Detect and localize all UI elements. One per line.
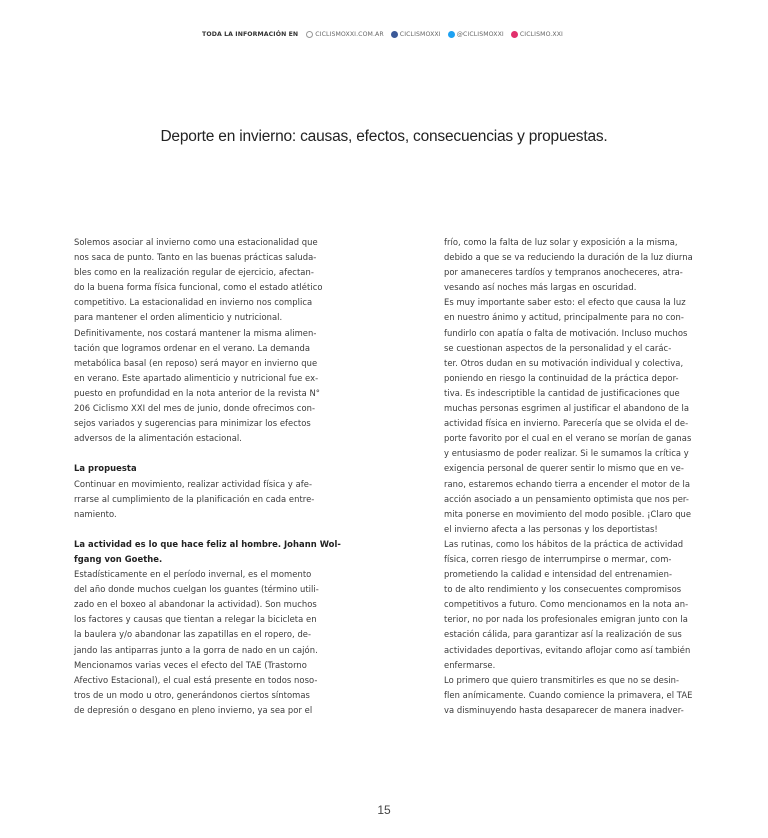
article-text-line: debido a que se va reduciendo la duración de la luz diurna <box>444 252 693 263</box>
facebook-icon <box>391 31 398 38</box>
article-text-line: to de alto rendimiento y los consecuentes compromisos <box>444 584 682 595</box>
article-text-line: para mantener el orden alimenticio y nutricional. <box>74 312 283 323</box>
article-right-column <box>444 235 726 718</box>
article-text-line: actividades deportivas, evitando aflojar como así también <box>444 644 691 655</box>
article-text-line: Mencionamos varias veces el efecto del TAE (Trastorno <box>74 659 307 670</box>
article-title: Deporte en invierno: causas, efectos, consecuencias y propuestas. <box>160 128 608 145</box>
article-text-line: se cuestionan aspectos de la personalidad y el carác- <box>444 342 672 353</box>
article-text-line: los factores y causas que tientan a relegar la bicicleta en <box>74 614 317 625</box>
article-text-line: física, corren riesgo de interrumpirse o mermar, com- <box>444 553 672 564</box>
article-text-line: rrarse al cumplimiento de la planificación en cada entre- <box>74 493 315 504</box>
article-text-line: en nuestro ánimo y actitud, principalmente para no con- <box>444 312 684 323</box>
article-text-line: adversos de la alimentación estacional. <box>74 433 242 444</box>
facebook-label: CICLISMOXXI <box>399 30 441 38</box>
article-text-line: vesando así noches más largas en oscuridad. <box>444 282 637 293</box>
article-text-line: en verano. Este apartado alimenticio y nutricional fue ex- <box>74 372 319 383</box>
article-text-line: por amaneceres tardíos y tempranos anocheceres, atra- <box>444 267 683 278</box>
paragraph-gap <box>74 522 356 537</box>
article-text-line: competitivos a futuro. Como mencionamos en la nota an- <box>444 599 689 610</box>
article-text-line: fundirlo con apatía o falta de motivación. Incluso muchos <box>444 327 688 338</box>
twitter-label: @CICLISMOXXI <box>456 30 504 38</box>
instagram-link[interactable] <box>511 31 563 38</box>
article-text-line: puesto en profundidad en la nota anterior de la revista N° <box>74 387 321 398</box>
article-text-line: Las rutinas, como los hábitos de la práctica de actividad <box>444 538 684 549</box>
twitter-link[interactable] <box>448 31 504 38</box>
article-text-line: exigencia personal de querer sentir lo mismo que en ve- <box>444 463 684 474</box>
article-text-line: tación que logramos ordenar en el verano. La demanda <box>74 342 311 353</box>
paragraph-gap <box>74 446 356 461</box>
article-heading-line: fgang von Goethe. <box>74 553 163 564</box>
article-text-line: estación cálida, para garantizar así la realización de sus <box>444 629 682 640</box>
website-label: CICLISMOXXI.COM.AR <box>315 30 384 38</box>
article-text-line: namiento. <box>74 508 117 519</box>
article-text-line: el invierno afecta a las personas y los deportistas! <box>444 523 658 534</box>
article-heading-line: La actividad es lo que hace feliz al hombre. Johann Wol- <box>74 538 341 549</box>
website-link[interactable] <box>306 31 384 38</box>
article-text-line: nos saca de punto. Tanto en las buenas prácticas saluda- <box>74 252 317 263</box>
article-text-line: terior, no por nada los profesionales emigran junto con la <box>444 614 688 625</box>
article-text-line: acción asociado a un pensamiento optimista que nos per- <box>444 493 689 504</box>
article-text-line: Continuar en movimiento, realizar actividad física y afe- <box>74 478 313 489</box>
article-text-line: Estadísticamente en el período invernal, es el momento <box>74 569 312 580</box>
twitter-icon <box>448 31 455 38</box>
article-text-line: de depresión o desgano en pleno invierno, ya sea por el <box>74 704 313 715</box>
instagram-icon <box>511 31 518 38</box>
facebook-link[interactable] <box>391 31 441 38</box>
article-text-line: do la buena forma física funcional, como el estado atlético <box>74 282 323 293</box>
article-text-line: competitivo. La estacionalidad en invierno nos complica <box>74 297 313 308</box>
article-text-line: 206 Ciclismo XXI del mes de junio, donde ofrecimos con- <box>74 403 316 414</box>
article-text-line: metabólica basal (en reposo) será mayor en invierno que <box>74 357 318 368</box>
article-text-line: Lo primero que quiero transmitirles es que no se desin- <box>444 674 680 685</box>
instagram-label: CICLISMO.XXI <box>519 30 563 38</box>
header-lead: TODA LA INFORMACIÓN EN <box>202 30 299 38</box>
article-text-line: y entusiasmo de poder realizar. Si le sumamos la crítica y <box>444 448 689 459</box>
article-text-line: prometiendo la calidad e intensidad del entrenamien- <box>444 569 673 580</box>
article-text-line: frío, como la falta de luz solar y exposición a la misma, <box>444 237 678 247</box>
article-text-line: tros de un modo u otro, generándonos ciertos síntomas <box>74 689 310 700</box>
article-text-line: poniendo en riesgo la continuidad de la práctica depor- <box>444 372 679 383</box>
page-number: 15 <box>377 803 391 817</box>
article-text-line: bles como en la realización regular de ejercicio, afectan- <box>74 267 314 278</box>
article-text-line: jando las antiparras junto a la gorra de nado en un cajón. <box>74 644 318 655</box>
article-text-line: actividad física en invierno. Parecería que se olvida el de- <box>444 418 689 429</box>
article-text-line: Definitivamente, nos costará mantener la misma alimen- <box>74 327 317 338</box>
article-text-line: la baulera y/o abandonar las zapatillas en el ropero, de- <box>74 629 312 640</box>
article-text-line: muchas personas esgrimen al justificar el abandono de la <box>444 403 690 414</box>
article-text-line: del año donde muchos cuelgan los guantes (término utili- <box>74 584 319 595</box>
article-text-line: mita ponerse en movimiento del modo posible. ¡Claro que <box>444 508 692 519</box>
article-text-line: porte favorito por el cual en el verano se morían de ganas <box>444 433 692 444</box>
article-text-line: sejos variados y sugerencias para minimizar los efectos <box>74 418 311 429</box>
article-text-line: Solemos asociar al invierno como una estacionalidad que <box>74 237 318 247</box>
article-text-line: zado en el boxeo al abandonar la actividad). Son muchos <box>74 599 317 610</box>
article-text-line: rano, estaremos echando tierra a encender el motor de la <box>444 478 691 489</box>
article-heading-line: La propuesta <box>74 463 137 474</box>
globe-icon <box>306 31 313 38</box>
article-left-column <box>74 235 356 718</box>
article-text-line: tiva. Es indescriptible la cantidad de justificaciones que <box>444 387 680 398</box>
article-text-line: enfermarse. <box>444 659 496 670</box>
article-text-line: va disminuyendo hasta desaparecer de manera inadver- <box>444 704 684 715</box>
article-text-line: Es muy importante saber esto: el efecto que causa la luz <box>444 297 686 308</box>
article-text-line: ter. Otros dudan en su motivación individual y colectiva, <box>444 357 684 368</box>
article-text-line: flen anímicamente. Cuando comience la primavera, el TAE <box>444 689 693 700</box>
header-bar <box>0 28 768 40</box>
article-text-line: Afectivo Estacional), el cual está presente en todos noso- <box>74 674 318 685</box>
